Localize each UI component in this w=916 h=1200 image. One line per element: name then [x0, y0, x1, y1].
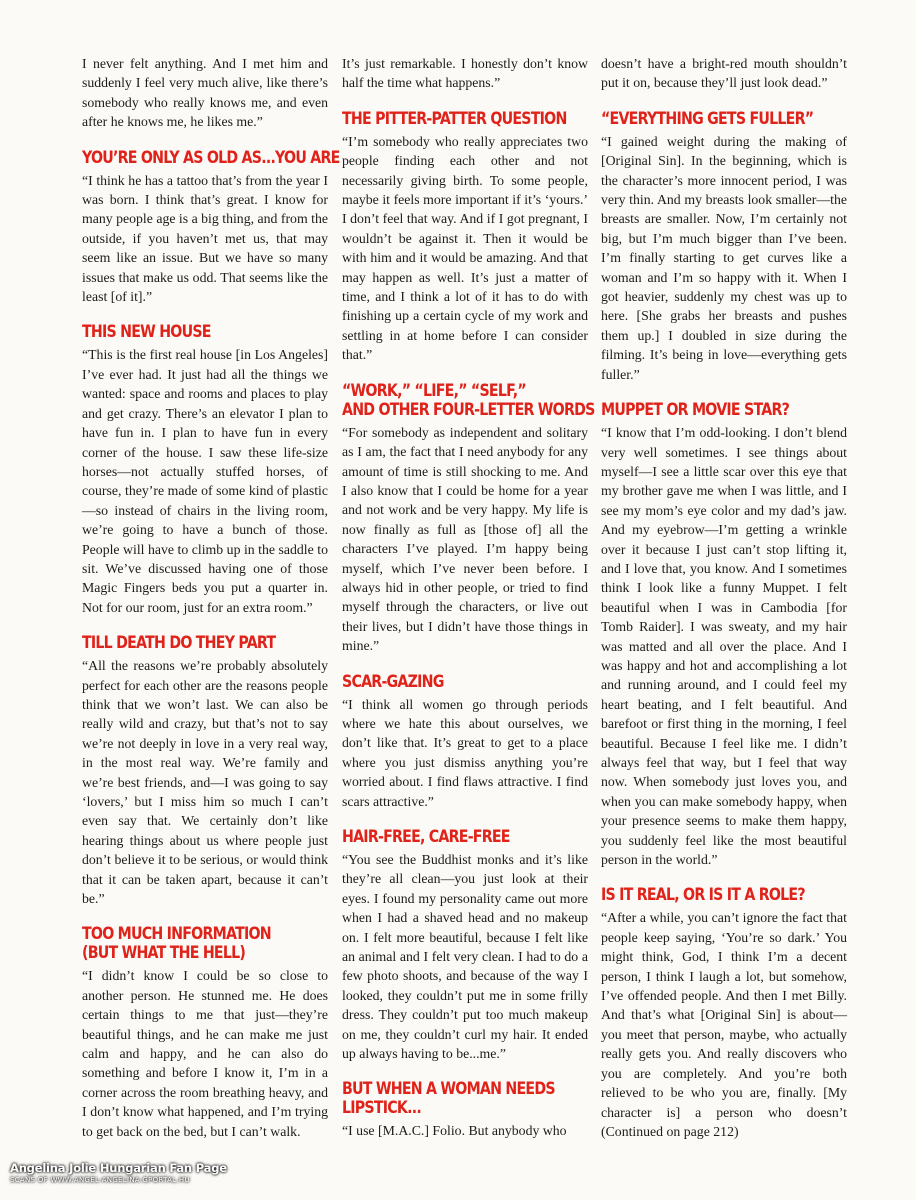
column-3: [601, 54, 847, 1141]
section-old: [82, 147, 340, 307]
section-body: doesn’t have a bright-red mouth shouldn’t put it on, because they’ll just look dead.”: [601, 56, 847, 91]
section-body: “I think all women go through periods where we hate this about ourselves, we don’t like that. It’s great to get to a place where you just dismiss anything you’re worried about. I find flaws attractive. I find scars attractive.”: [342, 696, 588, 809]
section-body: “I gained weight during the making of [Original Sin]. In the beginning, which is the character’s more innocent period, I was very thin. And my breasts look smaller—the breasts are smaller. Now, I’m certainly not big, but I’m much bigger than I’ve been. I’m finally starting to get curves like a woman and I’m so happy with it. When I got heavier, suddenly my chest was up to here. [She grabs her breasts and pushes them up.] I doubled in size during the filming. It’s being in love—everything gets fuller.”: [601, 133, 847, 382]
section-heading: TOO MUCH INFORMATION: [82, 924, 271, 944]
section-heading: HAIR-FREE, CARE-FREE: [342, 827, 510, 846]
section-heading: SCAR-GAZING: [342, 671, 444, 691]
section-death: [82, 633, 328, 908]
section-body: “You see the Buddhist monks and it’s like they’re all clean—you just look at their eyes. I found my personality came out more when I had a shaved head and no makeup on. I felt more beautiful, because I felt like an animal and I felt very clean. I had to do a few photo shoots, and because of the way I looked, they couldn’t put me in some frilly dress. They couldn’t put too much makeup on me, they couldn’t curl my hair. It ended up always having to be...me.”: [342, 852, 588, 1062]
section-heading-line-2: LIPSTICK...: [342, 1098, 421, 1118]
section-body: “I know that I’m odd-looking. I don’t blend very well sometimes. I see things about myself—I see a little scar over this eye that my brother gave me when I was little, and I see my mom’s eye color and my dad’s jaw. And my eyebrow—I’m getting a wrinkle over it because I just can’t stop lifting it, and I love that, you know. And I sometimes think I look like a funny Muppet. I felt beautiful when I was in Cambodia [for Tomb Raider]. I was sweaty, and my hair was matted and all over the place. And I was happy and hot and accomplishing a lot and running around, and I could feel my heart beating, and I felt beautiful. And barefoot or first thing in the morning, I feel beautiful. Because I feel like me. I didn’t always feel that way, but I feel that way now. When somebody just loves you, and when you can make somebody happy, when your presence seems to make them happy, you suddenly feel like the most beautiful person in the world.”: [601, 425, 847, 868]
section-heading: THE PITTER-PATTER QUESTION: [342, 108, 567, 128]
section-heading: TILL DEATH DO THEY PART: [82, 633, 276, 653]
section-continued: [342, 54, 588, 93]
section-lipstick: [342, 1079, 588, 1140]
section-body: “All the reasons we’re probably absolutely perfect for each other are the reasons people think that we won’t last. We can also be really wild and crazy, but that’s not to say we’re not deeply in love in a very real way, in the most real way. We’re family and we’re best friends, and—I was going to say ‘lovers,’ but I miss him so much I can’t even say that. We certainly don’t like hearing things about us where people just don’t believe it to be serious, or would think that it can be taken apart, because it can’t be.”: [82, 658, 328, 907]
section-body: I never felt anything. And I met him and suddenly I feel very much alive, like there’s somebody who really knows me, and even after he knows me, he likes me.”: [82, 56, 328, 130]
section-body: “After a while, you can’t ignore the fact that people keep saying, ‘You’re so dark.’ You might think, God, I think I’m a decent person, I think I laugh a lot, but somehow, I’ve offended people. And then I met Billy. And that’s what [Original Sin] is about—you meet that person, maybe, who actually really gets you. And really discovers who you are completely. And you’re both relieved to be who you are, finally. [My character is] a person who doesn’t (Continued on page 212): [601, 910, 847, 1139]
section-heading: YOU’RE ONLY AS OLD AS...YOU ARE: [82, 147, 340, 167]
section-heading: “EVERYTHING GETS FULLER”: [601, 108, 814, 128]
section-pitter: [342, 109, 588, 365]
section-role: [601, 885, 847, 1141]
section-hair: [342, 827, 588, 1063]
section-muppet: [601, 400, 847, 869]
column-2: [342, 54, 595, 1141]
section-heading: BUT WHEN A WOMAN NEEDS: [342, 1079, 555, 1099]
section-heading-line-2: (BUT WHAT THE HELL): [82, 943, 246, 963]
section-heading: IS IT REAL, OR IS IT A ROLE?: [601, 885, 805, 905]
section-info: [82, 924, 328, 1141]
section-heading-line-2: AND OTHER FOUR-LETTER WORDS: [342, 399, 595, 419]
section-intro: [82, 54, 328, 132]
section-body: “I didn’t know I could be so close to another person. He stunned me. He does certain things to me that just—they’re beautiful things, and he can make me just calm and happy, and he can also do something and before I know it, I’m in a corner across the room breathing heavy, and I don’t know what happened, and I’m trying to get back on the bed, but I can’t walk.: [82, 968, 328, 1139]
scan-watermark: [10, 1161, 227, 1184]
section-heading: “WORK,” “LIFE,” “SELF,”: [342, 380, 526, 400]
section-body: “I’m somebody who really appreciates two people finding each other and not necessarily giving birth. To some people, maybe it feels more important if it’s ‘yours.’ I don’t feel that way. And if I got pregnant, I wouldn’t be against it. Then it would be with him and it would be amazing. And that may happen as well. It’s just a matter of time, and I think a lot of it has to do with finishing up a certain cycle of my work and settling in at home before I can consider that.”: [342, 133, 588, 363]
section-body: “For somebody as independent and solitary as I am, the fact that I need anybody for any amount of time is still shocking to me. And I also know that I could be home for a year and not work and be very happy. My life is now finally as full as [those of] all the characters I’ve played. I’m happy being myself, which I’ve never been before. I always hid in other people, or tried to find myself through the characters, or live out their lives, but I didn’t have those things in mine.”: [342, 424, 588, 654]
section-work: [342, 380, 595, 656]
section-continued: [601, 54, 847, 93]
section-heading: MUPPET OR MOVIE STAR?: [601, 400, 790, 420]
section-scar: [342, 672, 588, 811]
watermark-subtitle: SCANS OF WWW.ANGEL-ANGELINA.GPORTAL.HU: [10, 1176, 190, 1184]
section-body: It’s just remarkable. I honestly don’t know half the time what happens.”: [342, 56, 588, 91]
section-fuller: [601, 109, 847, 384]
section-body: “I use [M.A.C.] Folio. But anybody who: [342, 1123, 567, 1139]
section-house: [82, 322, 328, 617]
column-1: [82, 54, 340, 1141]
section-body: “I think he has a tattoo that’s from the year I was born. I think that’s great. I know for many people age is a big thing, and from the outside, if you haven’t met us, that may seem like an issue. But we have so many issues that make us odd. That seems like the least [of it].”: [82, 172, 328, 305]
section-body: “This is the first real house [in Los Angeles] I’ve ever had. It just had all the things we wanted: space and rooms and places to play and get crazy. There’s an elevator I plan to have fun in. I plan to have fun in every corner of the house. I saw these life-size horses—not actually stuffed horses, of course, they’re made of some kind of plastic—so instead of chairs in the living room, we’re going to have a bunch of those. People will have to climb up in the saddle to sit. We’ve discussed having one of those Magic Fingers beds you put a quarter in. Not for our room, just for an extra room.”: [82, 347, 328, 615]
watermark-title: Angelina Jolie Hungarian Fan Page: [10, 1161, 227, 1175]
section-heading: THIS NEW HOUSE: [82, 322, 211, 342]
